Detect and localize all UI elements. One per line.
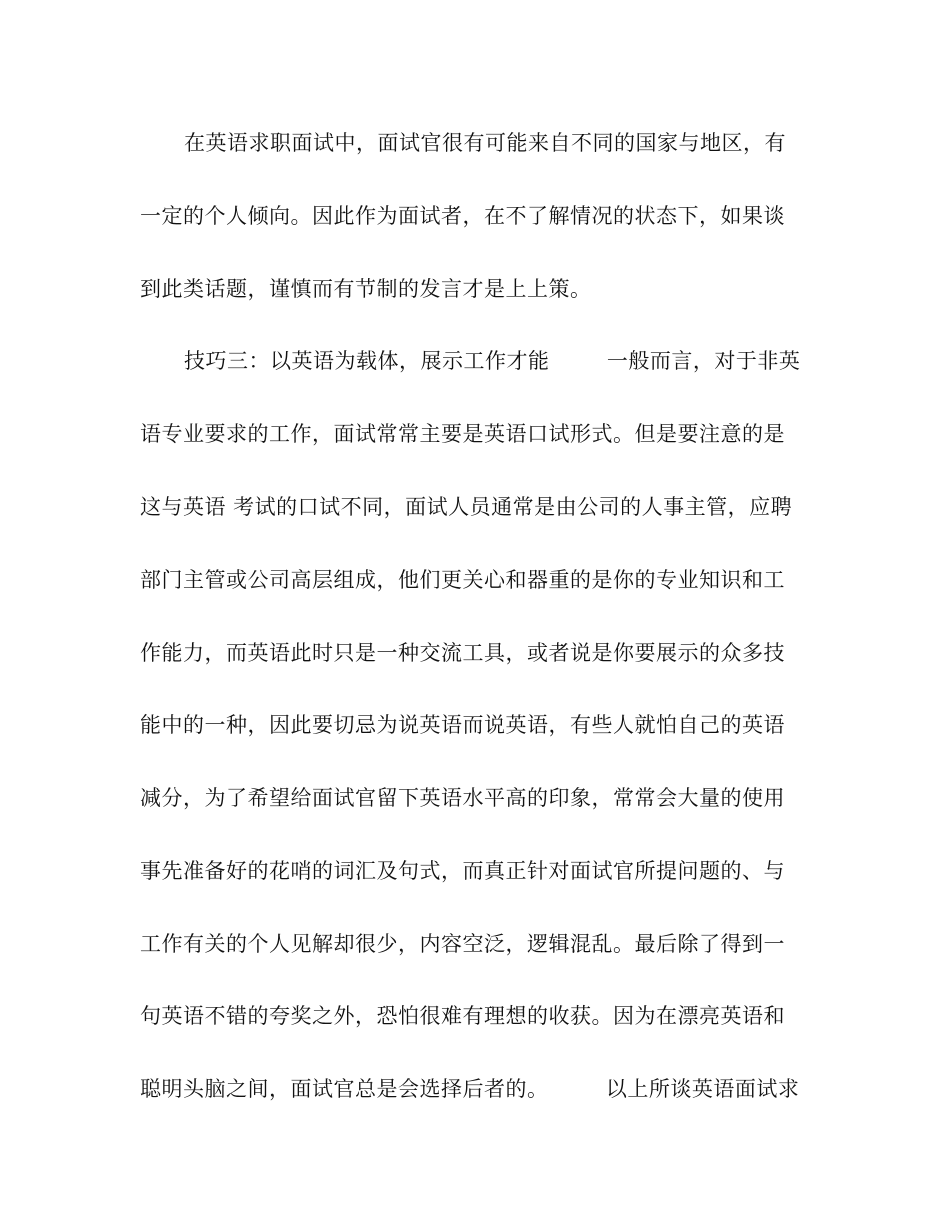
paragraph-line: 作能力，而英语此时只是一种交流工具，或者说是你要展示的众多技 — [140, 641, 785, 665]
paragraph-line: 到此类话题，谨慎而有节制的发言才是上上策。 — [140, 277, 592, 301]
paragraph-line: 在英语求职面试中，面试官很有可能来自不同的国家与地区，有 — [184, 131, 786, 155]
paragraph-line: 工作有关的个人见解却很少，内容空泛，逻辑混乱。最后除了得到一 — [140, 932, 785, 956]
paragraph-line: 事先准备好的花哨的词汇及句式，而真正针对面试官所提问题的、与 — [140, 859, 785, 883]
paragraph-line: 一定的个人倾向。因此作为面试者，在不了解情况的状态下，如果谈 — [140, 204, 785, 228]
paragraph-line: 部门主管或公司高层组成，他们更关心和器重的是你的专业知识和工 — [140, 568, 785, 592]
paragraph-line: 能中的一种，因此要切忌为说英语而说英语，有些人就怕自己的英语 — [140, 713, 785, 737]
paragraph-line: 语专业要求的工作，面试常常主要是英语口试形式。但是要注意的是 — [140, 422, 785, 446]
paragraph-line: 技巧三：以英语为载体，展示工作才能 一般而言，对于非英 — [184, 349, 801, 373]
paragraph-line: 聪明头脑之间，面试官总是会选择后者的。 以上所谈英语面试求 — [140, 1077, 800, 1101]
paragraph-line: 句英语不错的夸奖之外，恐怕很难有理想的收获。因为在漂亮英语和 — [140, 1004, 785, 1028]
paragraph-line: 减分，为了希望给面试官留下英语水平高的印象，常常会大量的使用 — [140, 786, 785, 810]
paragraph-line: 这与英语 考试的口试不同，面试人员通常是由公司的人事主管，应聘 — [140, 495, 793, 519]
